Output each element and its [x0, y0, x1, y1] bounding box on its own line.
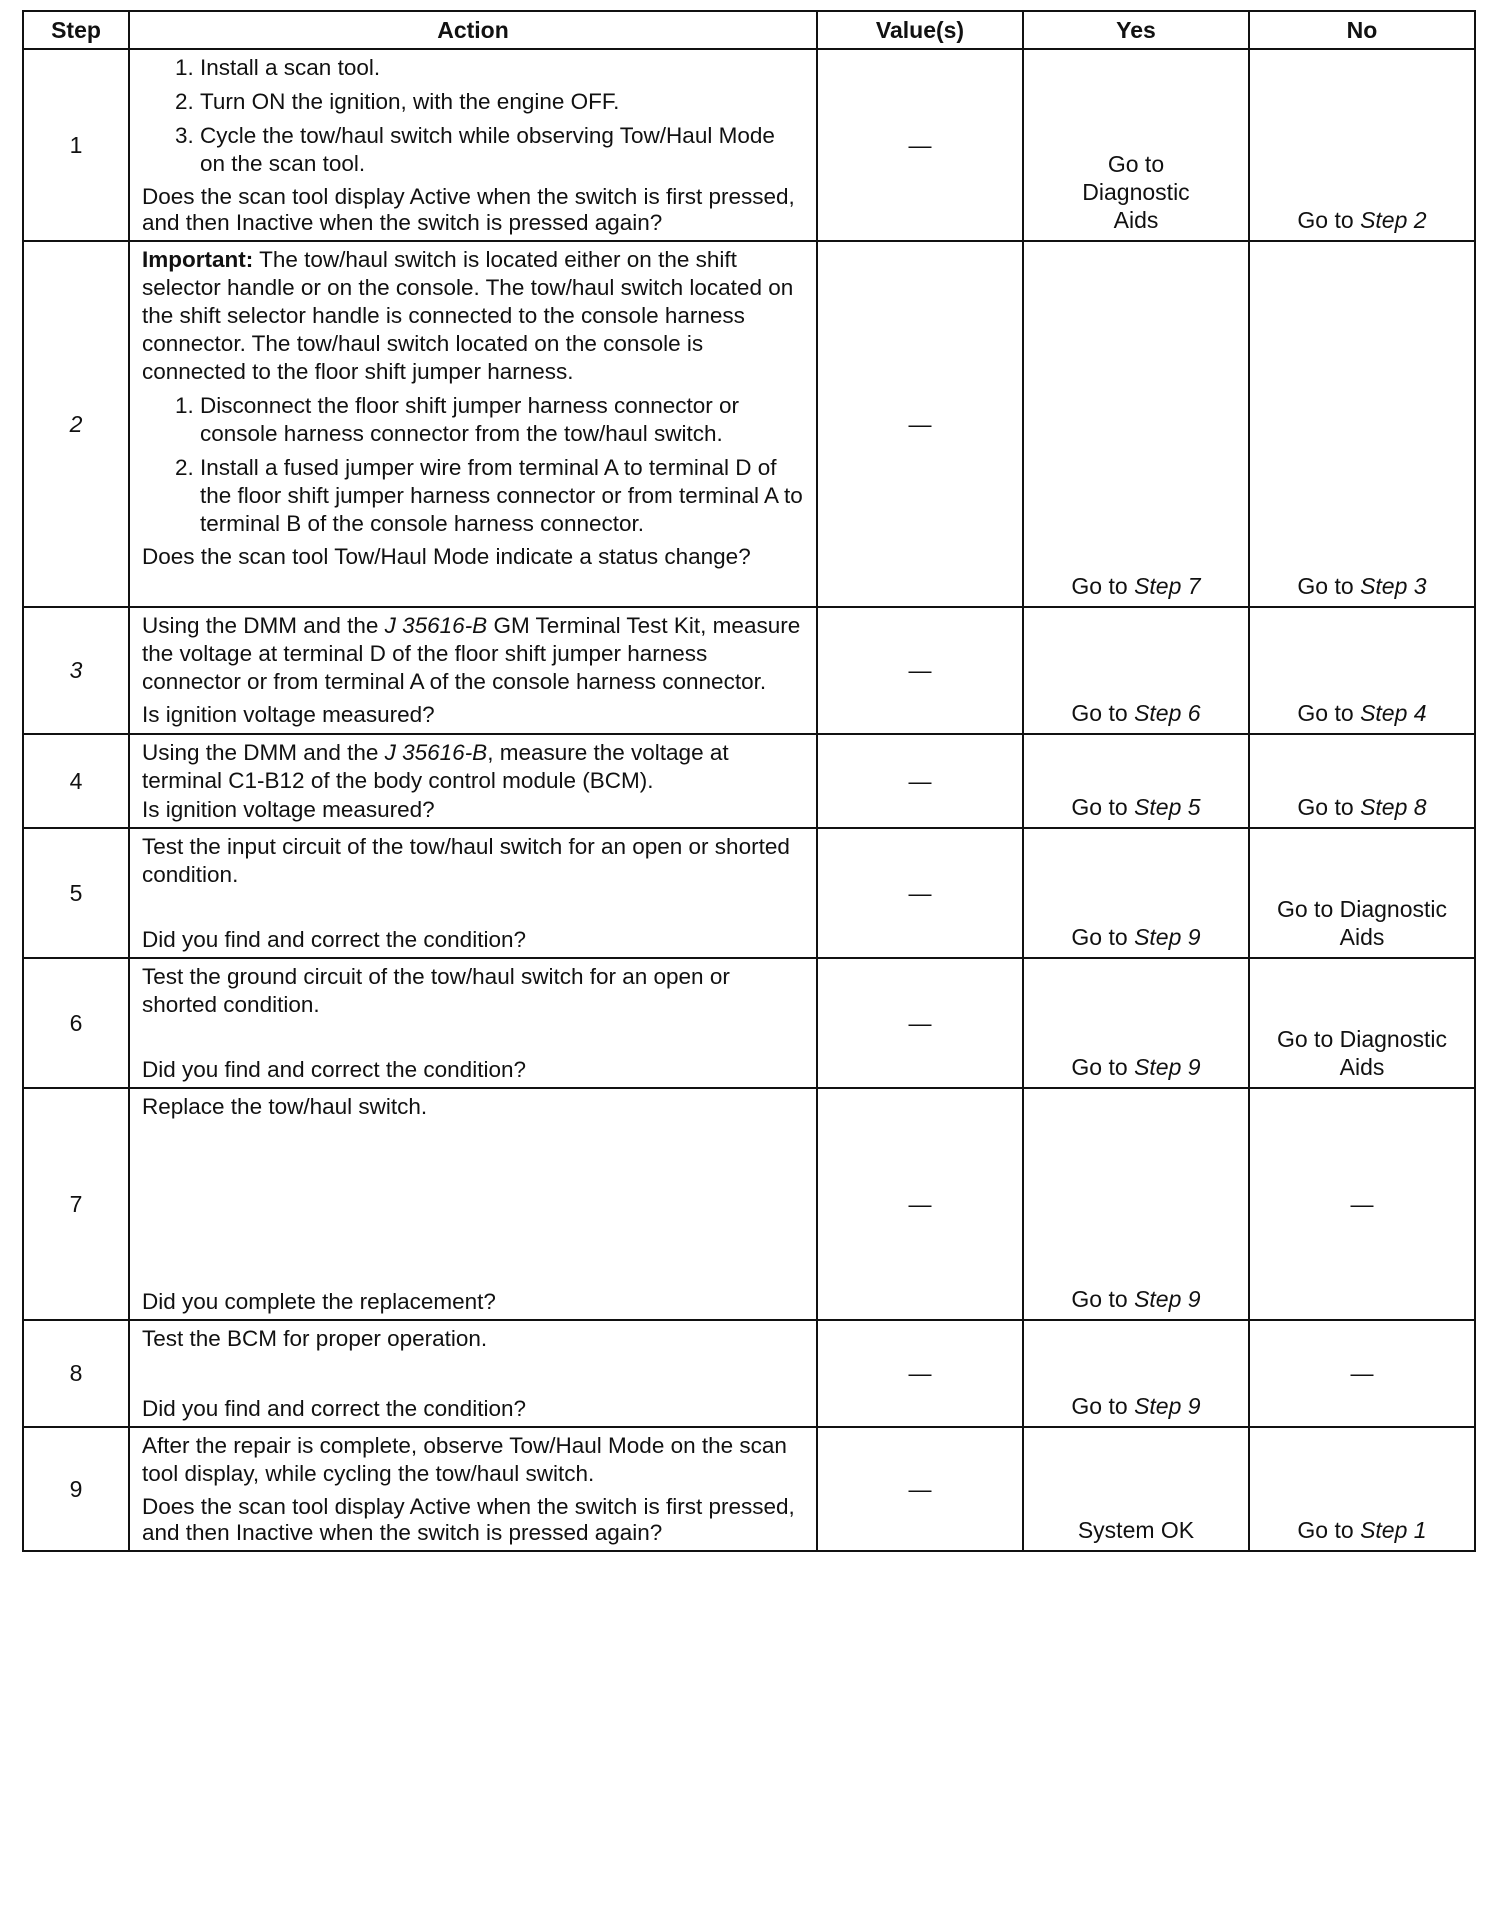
value-cell: — — [817, 1427, 1023, 1551]
go-to-text: Go to — [1297, 794, 1354, 820]
table-row-step-2 — [23, 241, 1475, 607]
step-ref — [1134, 1393, 1201, 1419]
step-ref-number: 2 — [1413, 207, 1427, 233]
step-ref-number: 7 — [1187, 573, 1201, 599]
step-ref — [1360, 207, 1427, 233]
action-cell — [129, 828, 817, 958]
list-item: 3. Cycle the tow/haul switch while observing Tow/Haul Mode on the scan tool. — [200, 122, 806, 178]
yes-cell — [1023, 1088, 1249, 1320]
header-no: No — [1249, 11, 1475, 49]
action-cell — [129, 607, 817, 734]
yes-cell — [1023, 1320, 1249, 1427]
step-word: Step — [1360, 794, 1408, 820]
go-to-text: Go to — [1071, 1054, 1128, 1080]
value-cell: — — [817, 734, 1023, 828]
action-text: Test the input circuit of the tow/haul switch for an open or shorted condition. — [142, 834, 790, 887]
action-text-b: GM Terminal Test Kit, measure the voltage at terminal D of the floor shift jumper harness connector or from terminal A of the console harness connector. — [142, 613, 801, 694]
go-to-text: Go to — [1297, 700, 1354, 726]
action-cell — [129, 1088, 817, 1320]
header-row — [23, 11, 1475, 49]
action-question: Does the scan tool display Active when the switch is first pressed, and then Inactive when the switch is pressed again? — [142, 184, 795, 235]
step-ref-number: 1 — [1413, 1517, 1427, 1543]
step-ref-number: 5 — [1187, 794, 1201, 820]
value-cell: — — [817, 828, 1023, 958]
step-number: 9 — [23, 1427, 129, 1551]
step-word: Step — [1134, 924, 1182, 950]
step-ref-number: 9 — [1187, 924, 1201, 950]
step-ref-number: 4 — [1413, 700, 1427, 726]
yes-cell — [1023, 241, 1249, 607]
yes-cell — [1023, 607, 1249, 734]
list-item: 2. Turn ON the ignition, with the engine OFF. — [200, 88, 806, 116]
action-question: Did you complete the replacement? — [142, 1289, 496, 1314]
header-values: Value(s) — [817, 11, 1023, 49]
step-ref-number: 9 — [1187, 1393, 1201, 1419]
tool-name: J 35616-B — [384, 740, 488, 765]
important-label: Important: — [142, 247, 254, 272]
step-word: Step — [1134, 794, 1182, 820]
step-ref — [1134, 794, 1201, 820]
yes-cell — [1023, 828, 1249, 958]
table-row-step-5 — [23, 828, 1475, 958]
yes-cell: Go to Diagnostic Aids — [1023, 49, 1249, 241]
yes-cell — [1023, 958, 1249, 1088]
step-ref — [1360, 1517, 1427, 1543]
no-cell — [1249, 607, 1475, 734]
table-row-step-4 — [23, 734, 1475, 828]
no-cell — [1249, 1427, 1475, 1551]
step-ref-number: 3 — [1413, 573, 1427, 599]
action-text: Replace the tow/haul switch. — [142, 1094, 428, 1119]
step-number: 8 — [23, 1320, 129, 1427]
action-text-a: Using the DMM and the — [142, 613, 385, 638]
action-list — [142, 392, 806, 538]
go-to-text: Go to — [1071, 700, 1128, 726]
table-row-step-9 — [23, 1427, 1475, 1551]
step-ref-number: 9 — [1187, 1286, 1201, 1312]
go-to-text: Go to — [1071, 924, 1128, 950]
list-item: 1. Disconnect the floor shift jumper harness connector or console harness connector from the tow/haul switch. — [200, 392, 806, 448]
step-ref — [1134, 1286, 1201, 1312]
step-word: Step — [1134, 1393, 1182, 1419]
no-cell: Go to Diagnostic Aids — [1249, 958, 1475, 1088]
step-ref — [1134, 924, 1201, 950]
action-text: Test the ground circuit of the tow/haul switch for an open or shorted condition. — [142, 964, 730, 1017]
step-ref-number: 8 — [1413, 794, 1427, 820]
step-number: 7 — [23, 1088, 129, 1320]
go-to-text: Go to — [1071, 794, 1128, 820]
yes-cell: System OK — [1023, 1427, 1249, 1551]
step-number: 3 — [23, 607, 129, 734]
value-cell: — — [817, 958, 1023, 1088]
no-cell — [1249, 734, 1475, 828]
no-cell — [1249, 49, 1475, 241]
action-question: Does the scan tool Tow/Haul Mode indicate a status change? — [142, 544, 751, 569]
value-cell: — — [817, 607, 1023, 734]
action-question: Is ignition voltage measured? — [142, 797, 435, 822]
value-cell: — — [817, 1320, 1023, 1427]
table-row-step-7 — [23, 1088, 1475, 1320]
table-row-step-6 — [23, 958, 1475, 1088]
important-text: The tow/haul switch is located either on the shift selector handle or on the console. The tow/haul switch located on the shift selector handle is connected to the console harness connector. The tow/haul switch located on the console is connected to the floor shift jumper harness. — [142, 247, 794, 384]
step-ref — [1360, 700, 1427, 726]
header-yes: Yes — [1023, 11, 1249, 49]
table-row-step-3 — [23, 607, 1475, 734]
action-text-b: , measure the voltage at terminal C1-B12 of the body control module (BCM). — [142, 740, 729, 793]
step-ref-number: 9 — [1187, 1054, 1201, 1080]
step-word: Step — [1360, 573, 1408, 599]
value-cell: — — [817, 49, 1023, 241]
list-item: 2. Install a fused jumper wire from terminal A to terminal D of the floor shift jumper harness connector or from terminal A to terminal B of the console harness connector. — [200, 454, 806, 538]
value-cell: — — [817, 241, 1023, 607]
action-cell — [129, 49, 817, 241]
action-text: After the repair is complete, observe Tow/Haul Mode on the scan tool display, while cycling the tow/haul switch. — [142, 1433, 787, 1486]
go-to-text: Go to — [1297, 573, 1354, 599]
action-cell — [129, 734, 817, 828]
table-row-step-1 — [23, 49, 1475, 241]
step-word: Step — [1134, 700, 1182, 726]
action-question: Did you find and correct the condition? — [142, 1396, 526, 1421]
step-ref — [1360, 794, 1427, 820]
action-question: Did you find and correct the condition? — [142, 1057, 526, 1082]
step-ref — [1134, 573, 1201, 599]
action-cell — [129, 1427, 817, 1551]
step-ref — [1360, 573, 1427, 599]
step-word: Step — [1134, 1286, 1182, 1312]
step-word: Step — [1134, 1054, 1182, 1080]
go-to-text: Go to — [1071, 1393, 1128, 1419]
go-to-text: Go to — [1071, 1286, 1128, 1312]
step-ref-number: 6 — [1187, 700, 1201, 726]
action-text — [142, 739, 806, 795]
action-question: Does the scan tool display Active when the switch is first pressed, and then Inactive when the switch is pressed again? — [142, 1494, 795, 1545]
no-cell: — — [1249, 1320, 1475, 1427]
yes-cell — [1023, 734, 1249, 828]
action-cell — [129, 958, 817, 1088]
step-number: 5 — [23, 828, 129, 958]
header-step: Step — [23, 11, 129, 49]
no-cell: Go to Diagnostic Aids — [1249, 828, 1475, 958]
step-word: Step — [1360, 1517, 1408, 1543]
action-cell — [129, 241, 817, 607]
header-action: Action — [129, 11, 817, 49]
action-question: Is ignition voltage measured? — [142, 702, 435, 727]
no-cell — [1249, 241, 1475, 607]
action-list — [142, 54, 806, 178]
step-number: 6 — [23, 958, 129, 1088]
go-to-text: Go to — [1297, 207, 1354, 233]
action-text: Test the BCM for proper operation. — [142, 1326, 488, 1351]
value-cell: — — [817, 1088, 1023, 1320]
step-word: Step — [1360, 207, 1408, 233]
diagnostic-table — [22, 10, 1476, 1552]
step-number: 2 — [23, 241, 129, 607]
table-row-step-8 — [23, 1320, 1475, 1427]
no-cell: — — [1249, 1088, 1475, 1320]
go-to-text: Go to — [1297, 1517, 1354, 1543]
step-number: 1 — [23, 49, 129, 241]
important-note — [142, 246, 806, 386]
list-item: 1. Install a scan tool. — [200, 54, 806, 82]
action-question: Did you find and correct the condition? — [142, 927, 526, 952]
step-ref — [1134, 700, 1201, 726]
action-cell — [129, 1320, 817, 1427]
step-number: 4 — [23, 734, 129, 828]
tool-name: J 35616-B — [384, 613, 488, 638]
step-word: Step — [1134, 573, 1182, 599]
action-text — [142, 612, 806, 696]
go-to-text: Go to — [1071, 573, 1128, 599]
step-ref — [1134, 1054, 1201, 1080]
step-word: Step — [1360, 700, 1408, 726]
action-text-a: Using the DMM and the — [142, 740, 385, 765]
